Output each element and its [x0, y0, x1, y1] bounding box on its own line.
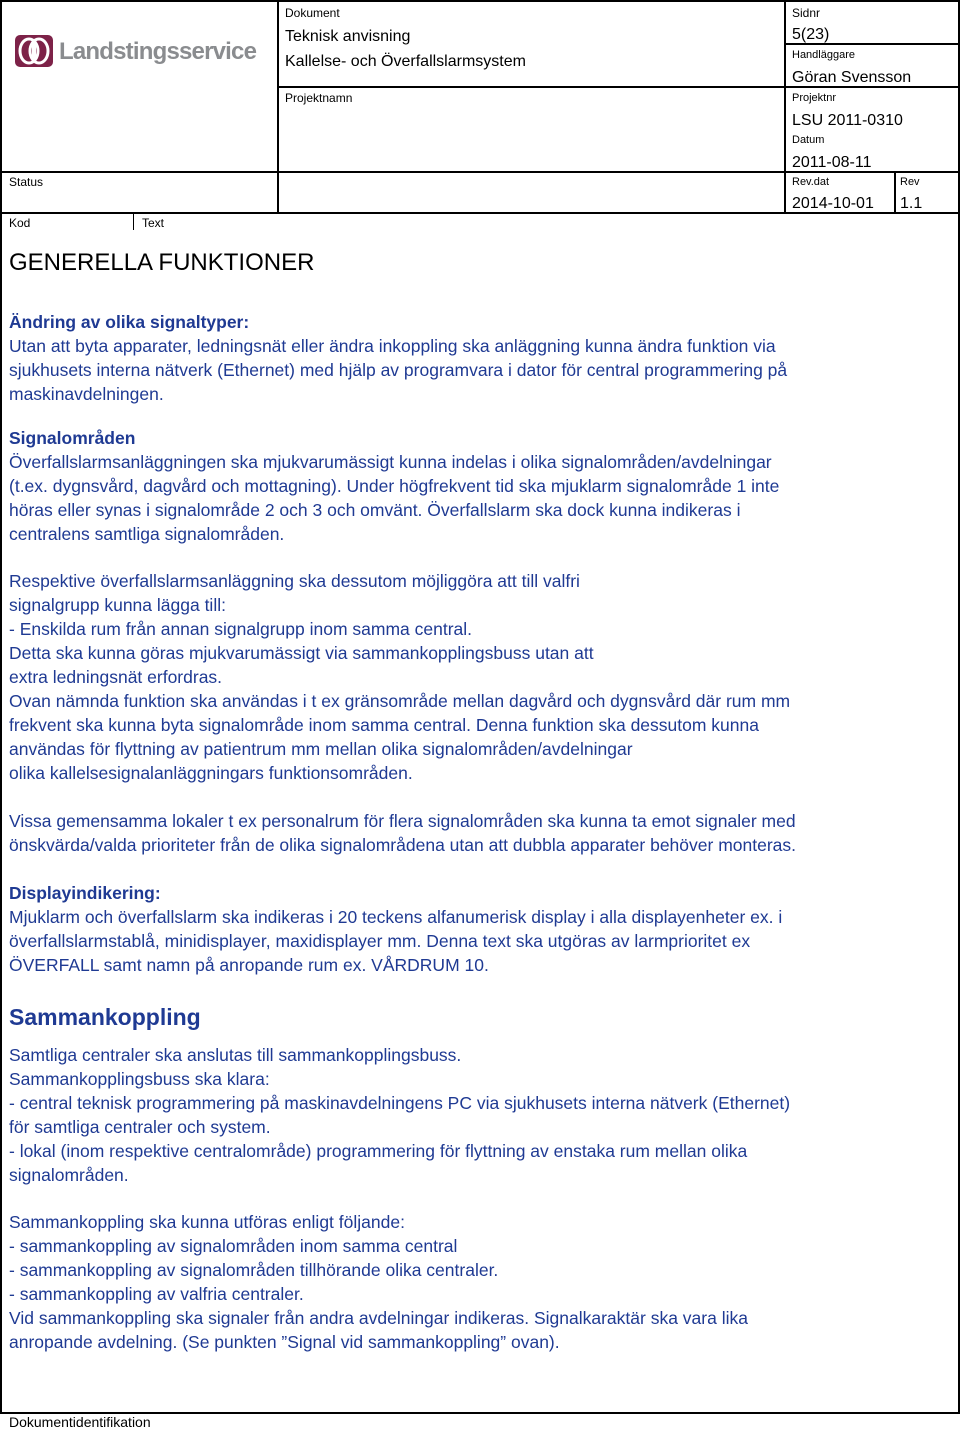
divider: [133, 213, 134, 230]
datum-label: Datum: [792, 134, 825, 146]
section-heading: Displayindikering:: [9, 883, 161, 903]
section-utforande: [9, 1210, 951, 1354]
sidnr-value: 5(23): [792, 26, 830, 43]
projektnamn-label: Projektnamn: [285, 91, 353, 105]
paragraph-line: ÖVERFALL samt namn på anropande rum ex. VÅRDRUM 10.: [9, 955, 489, 975]
paragraph-line: önskvärda/valda prioriteter från de olika signalområdena utan att dubbla apparater behöver monteras.: [9, 835, 797, 855]
paragraph-line: för samtliga centraler och system.: [9, 1117, 271, 1137]
paragraph-line: Utan att byta apparater, ledningsnät eller ändra inkoppling ska anläggning kunna ändra funktion via: [9, 336, 776, 356]
datum-value: 2011-08-11: [792, 154, 872, 171]
paragraph-line: - central teknisk programmering på maskinavdelningens PC via sjukhusets interna nätverk (Ethernet): [9, 1093, 791, 1113]
paragraph-line: - sammankoppling av valfria centraler.: [9, 1284, 304, 1304]
document-title: Kallelse- och Överfallslarmsystem: [285, 53, 526, 70]
paragraph-line: Överfallslarmsanläggningen ska mjukvarumässigt kunna indelas i olika signalområden/avdelningar: [9, 452, 772, 472]
section-vissa: [9, 809, 951, 857]
divider: [277, 0, 279, 213]
paragraph-line: (t.ex. dygnsvård, dagvård och mottagning). Under högfrekvent tid ska mjuklarm signalområde 1 inte: [9, 476, 780, 496]
sidnr-label: Sidnr: [792, 6, 821, 20]
section-sammankoppling: [9, 1003, 951, 1187]
paragraph-line: - sammankoppling av signalområden inom samma central: [9, 1236, 458, 1256]
paragraph-line: extra ledningsnät erfordras.: [9, 667, 223, 687]
section-displayindikering: [9, 881, 951, 977]
kod-label: Kod: [9, 216, 31, 230]
status-label: Status: [9, 175, 44, 189]
paragraph-line: frekvent ska kunna byta signalområde inom samma central. Denna funktion ska dessutom kunna: [9, 715, 759, 735]
document-label: Dokument: [285, 6, 340, 20]
landstingsservice-logo-icon: [14, 32, 54, 70]
section-heading: Signalområden: [9, 428, 136, 448]
document-id-label: Dokumentidentifikation: [9, 1414, 151, 1430]
revdat-label: Rev.dat: [792, 176, 830, 188]
paragraph-line: Samtliga centraler ska anslutas till sammankopplingsbuss.: [9, 1045, 462, 1065]
main-content: [9, 249, 951, 1354]
divider: [784, 0, 786, 213]
divider: [894, 172, 896, 213]
logo-text: Landstingsservice: [59, 38, 257, 65]
handlaggare-value: Göran Svensson: [792, 69, 912, 86]
revdat-value: 2014-10-01: [792, 195, 874, 212]
section-heading: Ändring av olika signaltyper:: [9, 312, 250, 332]
paragraph-line: Ovan nämnda funktion ska användas i t ex gränsområde mellan dagvård och dygnsvård där rum mm: [9, 691, 791, 711]
paragraph-line: maskinavdelningen.: [9, 384, 164, 404]
paragraph-line: Detta ska kunna göras mjukvarumässigt via sammankopplingsbuss utan att: [9, 643, 594, 663]
page-title: GENERELLA FUNKTIONER: [9, 249, 315, 276]
paragraph-line: anropande avdelning. (Se punkten ”Signal vid sammankoppling” ovan).: [9, 1332, 560, 1352]
rev-label: Rev: [900, 176, 920, 188]
paragraph-line: Sammankopplingsbuss ska klara:: [9, 1069, 270, 1089]
paragraph-line: - sammankoppling av signalområden tillhörande olika centraler.: [9, 1260, 499, 1280]
paragraph-line: Respektive överfallslarmsanläggning ska dessutom möjliggöra att till valfri: [9, 571, 580, 591]
text-label: Text: [142, 216, 165, 230]
paragraph-line: Mjuklarm och överfallslarm ska indikeras i 20 teckens alfanumerisk display i alla displayenheter ex. i: [9, 907, 783, 927]
section-heading: Sammankoppling: [9, 1004, 201, 1030]
handlaggare-label: Handläggare: [792, 49, 855, 61]
document-type: Teknisk anvisning: [285, 28, 411, 45]
paragraph-line: centralens samtliga signalområden.: [9, 524, 285, 544]
paragraph-line: olika kallelsesignalanläggningars funktionsområden.: [9, 763, 413, 783]
paragraph-line: signalgrupp kunna lägga till:: [9, 595, 226, 615]
section-signalomraden: [9, 426, 951, 546]
paragraph-line: Sammankoppling ska kunna utföras enligt följande:: [9, 1212, 405, 1232]
section-respektive: [9, 569, 951, 785]
paragraph-line: signalområden.: [9, 1165, 129, 1185]
paragraph-line: - Enskilda rum från annan signalgrupp inom samma central.: [9, 619, 472, 639]
paragraph-line: sjukhusets interna nätverk (Ethernet) med hjälp av programvara i dator för central programmering på: [9, 360, 788, 380]
section-andring: [9, 310, 951, 406]
rev-value: 1.1: [900, 195, 923, 212]
projektnr-label: Projektnr: [792, 92, 837, 104]
projektnr-value: LSU 2011-0310: [792, 112, 903, 129]
paragraph-line: överfallslarmstablå, minidisplayer, maxidisplayer mm. Denna text ska utgöras av larmprioritet ex: [9, 931, 751, 951]
paragraph-line: Vissa gemensamma lokaler t ex personalrum för flera signalområden ska kunna ta emot signaler med: [9, 811, 796, 831]
logo: [14, 32, 54, 75]
paragraph-line: - lokal (inom respektive centralområde) programmering för flyttning av enstaka rum mellan olika: [9, 1141, 748, 1161]
paragraph-line: Vid sammankoppling ska signaler från andra avdelningar indikeras. Signalkaraktär ska vara lika: [9, 1308, 748, 1328]
paragraph-line: användas för flyttning av patientrum mm mellan olika signalområden/avdelningar: [9, 739, 633, 759]
paragraph-line: höras eller synas i signalområde 2 och 3 och omvänt. Överfallslarm ska dock kunna indikeras i: [9, 500, 741, 520]
